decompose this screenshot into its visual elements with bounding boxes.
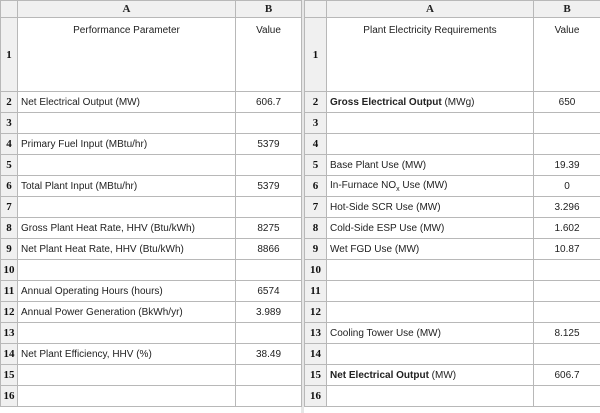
value-cell[interactable]	[534, 260, 600, 281]
table-row	[305, 92, 600, 113]
param-cell-text: In-Furnace NO	[330, 179, 397, 191]
row-header[interactable]: 1	[305, 18, 327, 92]
row-header[interactable]: 13	[305, 323, 327, 344]
value-cell[interactable]	[236, 323, 302, 344]
table-row	[1, 176, 302, 197]
param-cell[interactable]	[18, 155, 236, 176]
value-cell[interactable]	[236, 365, 302, 386]
table-row	[1, 218, 302, 239]
value-cell[interactable]	[534, 344, 600, 365]
table-row	[1, 281, 302, 302]
param-cell[interactable]	[327, 302, 534, 323]
param-header-cell[interactable]: Plant Electricity Requirements	[327, 18, 534, 92]
param-cell[interactable]	[327, 365, 534, 386]
value-cell[interactable]	[236, 386, 302, 407]
value-cell[interactable]: 5379	[236, 176, 302, 197]
electricity-requirements-sheet	[304, 0, 600, 407]
value-cell[interactable]	[534, 386, 600, 407]
row-header[interactable]: 12	[1, 302, 18, 323]
param-cell[interactable]	[327, 134, 534, 155]
row-header[interactable]: 4	[1, 134, 18, 155]
value-cell[interactable]	[236, 155, 302, 176]
param-cell[interactable]: Hot-Side SCR Use (MW)	[327, 197, 534, 218]
param-cell-unit: (MW)	[428, 369, 457, 381]
row-header[interactable]: 9	[1, 239, 18, 260]
table-row	[1, 134, 302, 155]
value-cell[interactable]: 0	[534, 176, 600, 197]
value-cell[interactable]: 38.49	[236, 344, 302, 365]
column-header-b[interactable]: B	[236, 1, 302, 18]
value-cell[interactable]	[534, 134, 600, 155]
row-header[interactable]: 6	[1, 176, 18, 197]
column-header-a[interactable]: A	[327, 1, 534, 18]
param-cell[interactable]	[327, 176, 534, 197]
value-cell[interactable]: 6574	[236, 281, 302, 302]
value-cell[interactable]	[236, 113, 302, 134]
value-cell[interactable]: 1.602	[534, 218, 600, 239]
param-cell[interactable]: Net Electrical Output (MW)	[18, 92, 236, 113]
table-row	[305, 18, 600, 92]
row-header[interactable]: 1	[1, 18, 18, 92]
row-header[interactable]: 3	[1, 113, 18, 134]
table-row	[1, 113, 302, 134]
column-header-b[interactable]: B	[534, 1, 600, 18]
table-row	[1, 386, 302, 407]
row-header[interactable]: 5	[305, 155, 327, 176]
row-header[interactable]: 7	[305, 197, 327, 218]
row-header[interactable]: 15	[1, 365, 18, 386]
value-cell[interactable]	[534, 302, 600, 323]
value-cell[interactable]: 3.989	[236, 302, 302, 323]
row-header[interactable]: 4	[305, 134, 327, 155]
param-cell[interactable]	[18, 260, 236, 281]
column-header-a[interactable]: A	[18, 1, 236, 18]
value-cell[interactable]: 8866	[236, 239, 302, 260]
row-header[interactable]: 3	[305, 113, 327, 134]
param-cell[interactable]	[327, 92, 534, 113]
param-header-cell[interactable]: Performance Parameter	[18, 18, 236, 92]
table-row	[305, 323, 600, 344]
table-row	[1, 155, 302, 176]
value-cell[interactable]: 650	[534, 92, 600, 113]
row-header[interactable]: 10	[1, 260, 18, 281]
row-header[interactable]: 16	[1, 386, 18, 407]
table-row	[305, 155, 600, 176]
param-cell-subscript: x	[396, 185, 400, 193]
table-row	[305, 302, 600, 323]
row-header[interactable]: 9	[305, 239, 327, 260]
param-cell[interactable]: Total Plant Input (MBtu/hr)	[18, 176, 236, 197]
param-cell[interactable]	[327, 386, 534, 407]
row-header[interactable]: 2	[305, 92, 327, 113]
value-cell[interactable]	[534, 113, 600, 134]
row-header[interactable]: 11	[1, 281, 18, 302]
value-cell[interactable]: 606.7	[236, 92, 302, 113]
row-header[interactable]: 6	[305, 176, 327, 197]
value-cell[interactable]: 606.7	[534, 365, 600, 386]
table-row	[1, 92, 302, 113]
table-row	[305, 176, 600, 197]
row-header[interactable]: 15	[305, 365, 327, 386]
row-header[interactable]: 2	[1, 92, 18, 113]
table-row	[305, 239, 600, 260]
value-cell[interactable]	[236, 197, 302, 218]
table-row	[1, 260, 302, 281]
corner-cell[interactable]	[1, 1, 18, 18]
performance-sheet	[0, 0, 302, 407]
table-row	[305, 386, 600, 407]
param-cell[interactable]: Annual Operating Hours (hours)	[18, 281, 236, 302]
param-cell[interactable]: Base Plant Use (MW)	[327, 155, 534, 176]
table-row	[1, 344, 302, 365]
table-row	[305, 218, 600, 239]
row-header[interactable]: 10	[305, 260, 327, 281]
param-cell[interactable]: Net Plant Heat Rate, HHV (Btu/kWh)	[18, 239, 236, 260]
param-cell[interactable]: Cold-Side ESP Use (MW)	[327, 218, 534, 239]
value-cell[interactable]: 5379	[236, 134, 302, 155]
table-row	[1, 365, 302, 386]
table-row	[1, 302, 302, 323]
param-cell-bold: Gross Electrical Output	[330, 96, 442, 108]
row-header[interactable]: 14	[305, 344, 327, 365]
param-cell[interactable]	[18, 113, 236, 134]
table-row	[1, 18, 302, 92]
table-row	[305, 197, 600, 218]
row-header[interactable]: 14	[1, 344, 18, 365]
param-cell[interactable]	[327, 344, 534, 365]
param-cell[interactable]	[327, 113, 534, 134]
param-cell[interactable]	[327, 260, 534, 281]
table-row	[305, 134, 600, 155]
table-row	[305, 260, 600, 281]
param-cell[interactable]: Net Plant Efficiency, HHV (%)	[18, 344, 236, 365]
value-cell[interactable]	[534, 281, 600, 302]
table-row	[305, 113, 600, 134]
table-row	[305, 365, 600, 386]
param-cell-unit: (MWg)	[441, 96, 475, 108]
value-cell[interactable]: 19.39	[534, 155, 600, 176]
value-cell[interactable]: 10.87	[534, 239, 600, 260]
value-cell[interactable]: 8.125	[534, 323, 600, 344]
row-header[interactable]: 11	[305, 281, 327, 302]
value-header-cell[interactable]: Value	[236, 18, 302, 92]
row-header[interactable]: 16	[305, 386, 327, 407]
row-header[interactable]: 7	[1, 197, 18, 218]
row-header[interactable]: 13	[1, 323, 18, 344]
param-cell[interactable]: Wet FGD Use (MW)	[327, 239, 534, 260]
table-row	[1, 239, 302, 260]
value-header-cell[interactable]: Value	[534, 18, 600, 92]
table-row	[305, 281, 600, 302]
param-cell[interactable]: Primary Fuel Input (MBtu/hr)	[18, 134, 236, 155]
table-row	[1, 323, 302, 344]
param-cell[interactable]	[327, 281, 534, 302]
param-cell-bold: Net Electrical Output	[330, 369, 429, 381]
param-cell[interactable]: Gross Plant Heat Rate, HHV (Btu/kWh)	[18, 218, 236, 239]
param-cell[interactable]: Cooling Tower Use (MW)	[327, 323, 534, 344]
param-cell[interactable]	[18, 323, 236, 344]
row-header[interactable]: 8	[305, 218, 327, 239]
param-cell-unit: Use (MW)	[399, 179, 448, 191]
param-cell[interactable]	[18, 365, 236, 386]
table-row	[305, 344, 600, 365]
corner-cell[interactable]	[305, 1, 327, 18]
table-row	[1, 197, 302, 218]
param-cell[interactable]	[18, 197, 236, 218]
row-header[interactable]: 12	[305, 302, 327, 323]
param-cell[interactable]: Annual Power Generation (BkWh/yr)	[18, 302, 236, 323]
value-cell[interactable]	[236, 260, 302, 281]
row-header[interactable]: 8	[1, 218, 18, 239]
row-header[interactable]: 5	[1, 155, 18, 176]
param-cell[interactable]	[18, 386, 236, 407]
value-cell[interactable]: 8275	[236, 218, 302, 239]
value-cell[interactable]: 3.296	[534, 197, 600, 218]
